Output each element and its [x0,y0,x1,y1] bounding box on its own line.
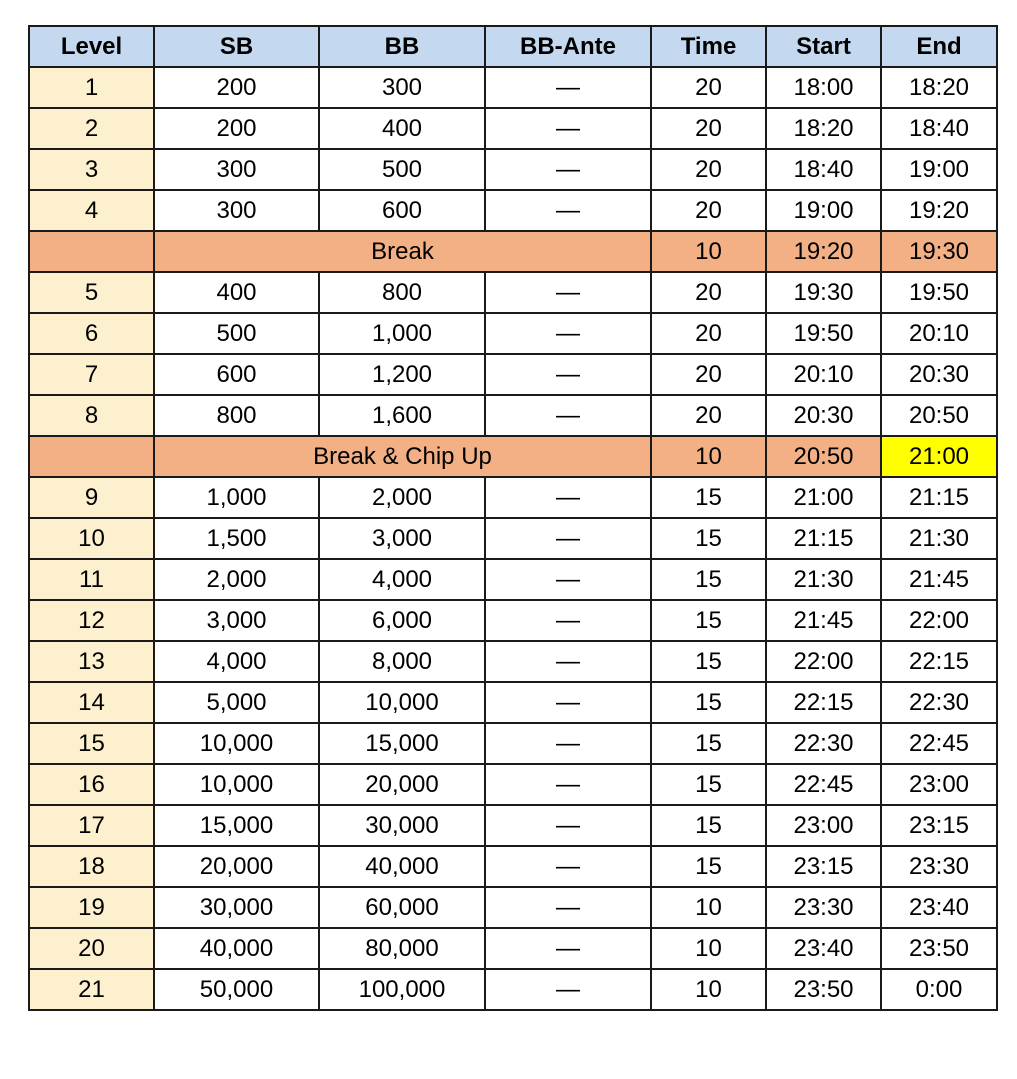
sb-cell: 300 [154,149,319,190]
bb-cell: 6,000 [319,600,485,641]
level-cell: 10 [29,518,154,559]
start-cell: 18:00 [766,67,881,108]
table-row [29,67,997,108]
time-cell: 10 [651,231,766,272]
ante-cell: — [485,190,651,231]
sb-cell: 200 [154,67,319,108]
end-cell: 23:50 [881,928,997,969]
end-cell: 22:15 [881,641,997,682]
sb-cell: 20,000 [154,846,319,887]
table-row [29,641,997,682]
end-cell: 19:30 [881,231,997,272]
ante-cell: — [485,313,651,354]
ante-cell: — [485,764,651,805]
time-cell: 20 [651,313,766,354]
level-cell: 20 [29,928,154,969]
end-cell: 19:20 [881,190,997,231]
ante-cell: — [485,887,651,928]
start-cell: 21:00 [766,477,881,518]
bb-cell: 40,000 [319,846,485,887]
end-cell: 0:00 [881,969,997,1010]
sb-cell: 300 [154,190,319,231]
end-cell: 23:00 [881,764,997,805]
bb-cell: 80,000 [319,928,485,969]
time-cell: 15 [651,641,766,682]
bb-cell: 300 [319,67,485,108]
table-row [29,805,997,846]
sb-cell: 400 [154,272,319,313]
end-cell: 23:15 [881,805,997,846]
table-row [29,969,997,1010]
ante-cell: — [485,67,651,108]
header-bb: BB [319,26,485,67]
table-row [29,354,997,395]
time-cell: 15 [651,600,766,641]
ante-cell: — [485,600,651,641]
time-cell: 10 [651,928,766,969]
bb-cell: 4,000 [319,559,485,600]
break-label: Break & Chip Up [154,436,651,477]
bb-cell: 60,000 [319,887,485,928]
time-cell: 15 [651,477,766,518]
bb-cell: 2,000 [319,477,485,518]
ante-cell: — [485,272,651,313]
table-row [29,477,997,518]
ante-cell: — [485,108,651,149]
time-cell: 20 [651,395,766,436]
table-row [29,764,997,805]
start-cell: 20:30 [766,395,881,436]
sb-cell: 5,000 [154,682,319,723]
break-level-cell [29,231,154,272]
time-cell: 20 [651,272,766,313]
end-cell: 20:50 [881,395,997,436]
ante-cell: — [485,969,651,1010]
table-row [29,928,997,969]
start-cell: 21:15 [766,518,881,559]
time-cell: 10 [651,436,766,477]
level-cell: 5 [29,272,154,313]
table-row [29,272,997,313]
table-row [29,395,997,436]
sb-cell: 2,000 [154,559,319,600]
start-cell: 19:00 [766,190,881,231]
start-cell: 22:45 [766,764,881,805]
header-level: Level [29,26,154,67]
level-cell: 13 [29,641,154,682]
bb-cell: 10,000 [319,682,485,723]
ante-cell: — [485,354,651,395]
time-cell: 20 [651,108,766,149]
end-cell: 21:45 [881,559,997,600]
level-cell: 6 [29,313,154,354]
bb-cell: 1,200 [319,354,485,395]
end-cell: 18:40 [881,108,997,149]
start-cell: 20:50 [766,436,881,477]
level-cell: 17 [29,805,154,846]
level-cell: 12 [29,600,154,641]
start-cell: 23:50 [766,969,881,1010]
table-body [29,67,997,1010]
break-label: Break [154,231,651,272]
start-cell: 23:00 [766,805,881,846]
ante-cell: — [485,395,651,436]
time-cell: 20 [651,149,766,190]
time-cell: 20 [651,190,766,231]
table-row [29,559,997,600]
level-cell: 1 [29,67,154,108]
level-cell: 3 [29,149,154,190]
level-cell: 16 [29,764,154,805]
bb-cell: 500 [319,149,485,190]
sb-cell: 600 [154,354,319,395]
sb-cell: 500 [154,313,319,354]
level-cell: 8 [29,395,154,436]
end-cell: 18:20 [881,67,997,108]
sb-cell: 15,000 [154,805,319,846]
sb-cell: 1,000 [154,477,319,518]
level-cell: 11 [29,559,154,600]
bb-cell: 15,000 [319,723,485,764]
end-cell: 20:10 [881,313,997,354]
bb-cell: 30,000 [319,805,485,846]
ante-cell: — [485,641,651,682]
time-cell: 10 [651,969,766,1010]
sb-cell: 10,000 [154,764,319,805]
ante-cell: — [485,477,651,518]
ante-cell: — [485,928,651,969]
ante-cell: — [485,518,651,559]
end-cell: 22:30 [881,682,997,723]
ante-cell: — [485,723,651,764]
break-row [29,231,997,272]
level-cell: 9 [29,477,154,518]
bb-cell: 800 [319,272,485,313]
blind-structure-table [28,25,998,1011]
end-cell: 23:30 [881,846,997,887]
level-cell: 4 [29,190,154,231]
start-cell: 22:30 [766,723,881,764]
bb-cell: 400 [319,108,485,149]
header-row [29,26,997,67]
start-cell: 18:20 [766,108,881,149]
start-cell: 20:10 [766,354,881,395]
time-cell: 15 [651,723,766,764]
sb-cell: 50,000 [154,969,319,1010]
time-cell: 15 [651,682,766,723]
sb-cell: 4,000 [154,641,319,682]
start-cell: 23:30 [766,887,881,928]
time-cell: 15 [651,846,766,887]
bb-cell: 20,000 [319,764,485,805]
time-cell: 15 [651,559,766,600]
time-cell: 15 [651,518,766,559]
sb-cell: 1,500 [154,518,319,559]
bb-cell: 3,000 [319,518,485,559]
sb-cell: 800 [154,395,319,436]
level-cell: 19 [29,887,154,928]
table-row [29,600,997,641]
header-end: End [881,26,997,67]
break-level-cell [29,436,154,477]
end-cell: 21:00 [881,436,997,477]
table-row [29,887,997,928]
table-row [29,846,997,887]
start-cell: 19:20 [766,231,881,272]
start-cell: 19:50 [766,313,881,354]
time-cell: 10 [651,887,766,928]
time-cell: 15 [651,764,766,805]
time-cell: 20 [651,354,766,395]
ante-cell: — [485,559,651,600]
end-cell: 19:00 [881,149,997,190]
header-time: Time [651,26,766,67]
sb-cell: 200 [154,108,319,149]
level-cell: 21 [29,969,154,1010]
ante-cell: — [485,149,651,190]
end-cell: 22:00 [881,600,997,641]
table-row [29,682,997,723]
start-cell: 21:30 [766,559,881,600]
ante-cell: — [485,846,651,887]
end-cell: 21:30 [881,518,997,559]
level-cell: 2 [29,108,154,149]
table-row [29,190,997,231]
level-cell: 15 [29,723,154,764]
end-cell: 21:15 [881,477,997,518]
level-cell: 18 [29,846,154,887]
bb-cell: 1,600 [319,395,485,436]
table-row [29,313,997,354]
header-bb-ante: BB-Ante [485,26,651,67]
start-cell: 22:15 [766,682,881,723]
start-cell: 23:15 [766,846,881,887]
header-start: Start [766,26,881,67]
sb-cell: 10,000 [154,723,319,764]
end-cell: 22:45 [881,723,997,764]
time-cell: 20 [651,67,766,108]
sb-cell: 3,000 [154,600,319,641]
end-cell: 19:50 [881,272,997,313]
end-cell: 20:30 [881,354,997,395]
level-cell: 7 [29,354,154,395]
table-row [29,723,997,764]
ante-cell: — [485,805,651,846]
ante-cell: — [485,682,651,723]
start-cell: 23:40 [766,928,881,969]
level-cell: 14 [29,682,154,723]
bb-cell: 8,000 [319,641,485,682]
time-cell: 15 [651,805,766,846]
sb-cell: 40,000 [154,928,319,969]
bb-cell: 1,000 [319,313,485,354]
table-row [29,108,997,149]
break-row [29,436,997,477]
start-cell: 18:40 [766,149,881,190]
bb-cell: 600 [319,190,485,231]
sb-cell: 30,000 [154,887,319,928]
table-row [29,149,997,190]
end-cell: 23:40 [881,887,997,928]
table-row [29,518,997,559]
start-cell: 22:00 [766,641,881,682]
start-cell: 21:45 [766,600,881,641]
bb-cell: 100,000 [319,969,485,1010]
start-cell: 19:30 [766,272,881,313]
header-sb: SB [154,26,319,67]
table-header [29,26,997,67]
